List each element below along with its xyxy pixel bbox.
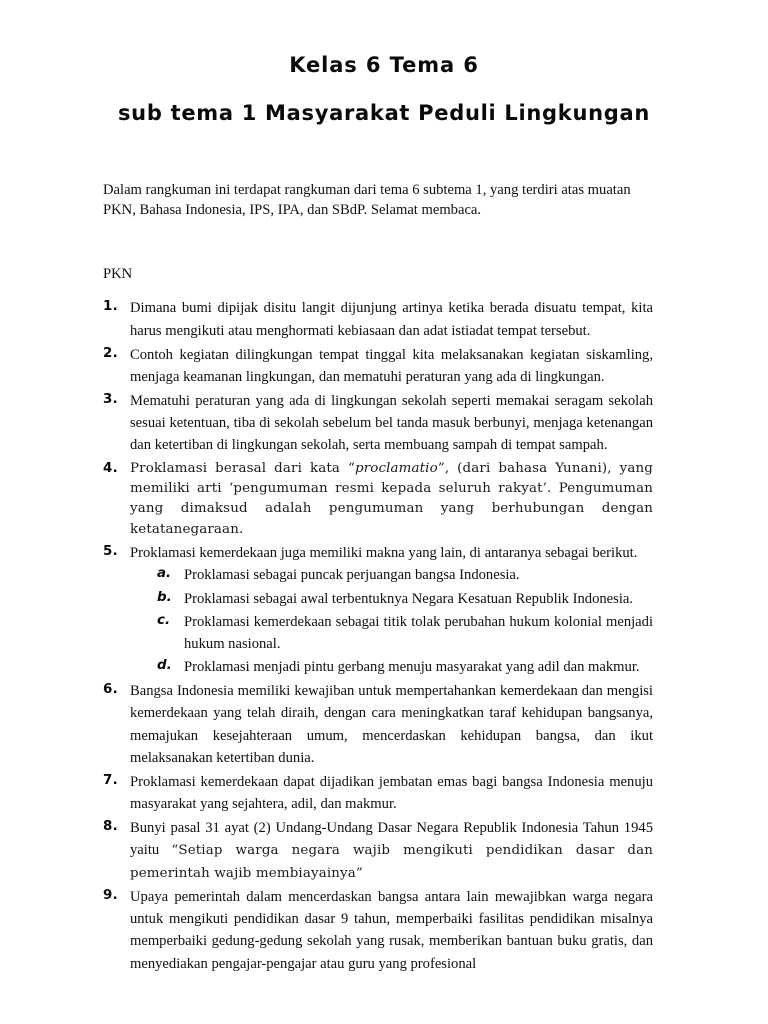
list-marker: 2. xyxy=(103,345,119,361)
constitution-quote: “Setiap warga negara wajib mengikuti pendidikan dasar dan pemerintah wajib membiayainya” xyxy=(130,843,653,881)
text-before-quote: Bunyi pasal 31 ayat (2) Undang-Undang Dasar Negara Republik Indonesia Tahun 1945 yaitu xyxy=(130,820,653,859)
list-marker: 8. xyxy=(103,819,119,835)
sub-list-item-text: Proklamasi kemerdekaan sebagai titik tolak perubahan hukum kolonial menjadi hukum nasional. xyxy=(184,613,653,652)
pkn-sub-list xyxy=(130,564,653,678)
list-item-text: Contoh kegiatan dilingkungan tempat tinggal kita melaksanakan kegiatan siskamling, menjaga keamanan lingkungan, dan mematuhi peraturan yang ada di lingkungan. xyxy=(130,346,653,385)
list-item-text: Proklamasi kemerdekaan dapat dijadikan jembatan emas bagi bangsa Indonesia menuju masyarakat yang sejahtera, adil, dan makmur. xyxy=(130,773,653,813)
pkn-numbered-list xyxy=(103,297,653,974)
sub-list-item xyxy=(157,588,653,610)
list-marker: 5. xyxy=(103,544,119,560)
sub-list-item-text: Proklamasi sebagai puncak perjuangan bangsa Indonesia. xyxy=(184,567,520,584)
list-item xyxy=(103,344,653,388)
sub-list-item xyxy=(157,564,653,586)
list-item-text xyxy=(130,817,653,884)
list-item xyxy=(103,680,653,769)
list-item xyxy=(103,390,653,457)
list-marker: 6. xyxy=(103,682,119,698)
list-item-text: Bangsa Indonesia memiliki kewajiban untuk mempertahankan kemerdekaan dan mengisi kemerdekaan yang telah diraih, dengan cara meningkatkan taraf kehidupan bangsanya, memajukan kesejahteraan umum, mencerdaskan kehidupan bangsa, dan ikut melaksanakan ketertiban dunia. xyxy=(130,683,653,766)
list-item xyxy=(103,771,653,815)
list-item xyxy=(103,459,653,541)
list-item-text: Upaya pemerintah dalam mencerdaskan bangsa antara lain mewajibkan warga negara untuk mengikuti pendidikan dasar 9 tahun, memperbaiki fasilitas pendidikan misalnya memperbaiki gedung-gedung sekolah yang rusak, memberikan bantuan buku gratis, dan menyediakan pengajar-pengajar atau guru yang profesional xyxy=(130,889,653,972)
page-title: Kelas 6 Tema 6 xyxy=(289,53,479,77)
list-marker: 7. xyxy=(103,772,119,788)
list-item-text: Mematuhi peraturan yang ada di lingkungan sekolah seperti memakai seragam sekolah sesuai ketentuan, tiba di sekolah sebelum bel tanda masuk berbunyi, menjaga ketenangan dan ketertiban di lingkungan sekolah, serta membuang sampah di tempat sampah. xyxy=(130,393,653,454)
sub-list-item xyxy=(157,656,653,678)
sub-list-marker: d. xyxy=(157,658,172,674)
list-marker: 3. xyxy=(103,392,119,408)
document-body xyxy=(103,165,653,977)
title-block xyxy=(0,52,768,127)
list-item-text xyxy=(130,459,653,541)
list-item-text: Proklamasi kemerdekaan juga memiliki makna yang lain, di antaranya sebagai berikut. xyxy=(130,545,638,562)
list-item xyxy=(103,542,653,678)
sub-list-item-text: Proklamasi sebagai awal terbentuknya Negara Kesatuan Republik Indonesia. xyxy=(184,590,634,607)
text-before-italic: Proklamasi berasal dari kata “ xyxy=(130,460,355,476)
sub-list-marker: a. xyxy=(157,566,172,582)
list-item xyxy=(103,297,653,341)
list-item-text: Dimana bumi dipijak disitu langit dijunjung artinya ketika berada disuatu tempat, kita harus mengikuti atau menghormati kebiasaan dan adat istiadat tempat tersebut. xyxy=(130,300,653,339)
sub-list-marker: c. xyxy=(157,612,171,628)
sub-list-marker: b. xyxy=(157,589,172,605)
list-item xyxy=(103,886,653,975)
sub-list-item xyxy=(157,611,653,655)
page-subtitle: sub tema 1 Masyarakat Peduli Lingkungan xyxy=(117,101,650,126)
text-after-italic: ”, (dari bahasa Yunani), yang memiliki arti ‘pengumuman resmi kepada seluruh rakyat’. Pengumuman yang dimaksud adalah pengumuman yang berhubungan dengan ketatanegaraan. xyxy=(130,460,654,537)
list-marker: 9. xyxy=(103,888,119,904)
section-heading-pkn: PKN xyxy=(103,266,133,283)
list-marker: 4. xyxy=(103,460,119,476)
list-item xyxy=(103,817,653,884)
list-marker: 1. xyxy=(103,299,119,315)
intro-paragraph: Dalam rangkuman ini terdapat rangkuman dari tema 6 subtema 1, yang terdiri atas muatan PKN, Bahasa Indonesia, IPS, IPA, dan SBdP. Selamat membaca. xyxy=(103,181,631,219)
sub-list-item-text: Proklamasi menjadi pintu gerbang menuju masyarakat yang adil dan makmur. xyxy=(184,659,640,676)
italic-latin-term: proclamatio xyxy=(354,460,438,476)
